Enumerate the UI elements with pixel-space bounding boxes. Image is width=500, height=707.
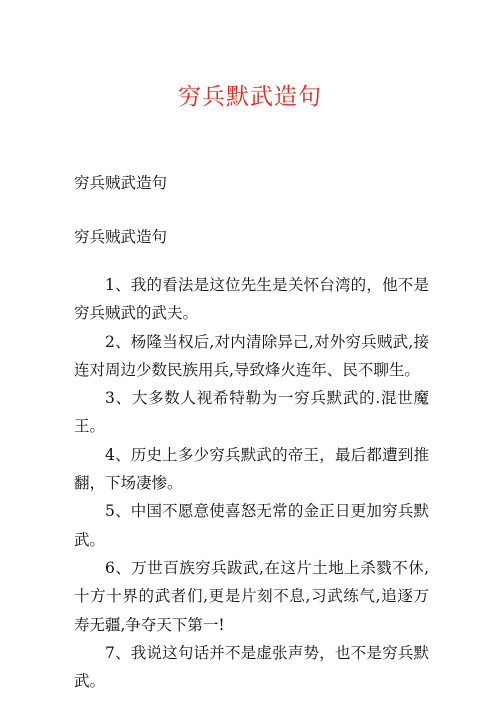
subtitle-first: 穷兵贼武造句	[74, 174, 168, 192]
sentence-list	[74, 271, 429, 695]
sentence-5: 5、中国不愿意使喜怒无常的金正日更加穷兵默武。	[74, 502, 429, 549]
sentence-2: 2、杨隆当权后,对内清除异己,对外穷兵贼武,接连对周边少数民族用兵,导致烽火连年、民不聊生。	[74, 332, 429, 379]
document-title: 穷兵默武造句	[178, 84, 322, 110]
sentence-6: 6、万世百族穷兵跋武,在这片土地上杀戮不休,十方十界的武者们,更是片刻不息,习武练气,追逐万寿无疆,争夺天下第一!	[74, 558, 429, 634]
sentence-4: 4、历史上多少穷兵默武的帝王，最后都遭到推翻，下场凄惨。	[74, 445, 429, 493]
sentence-7: 7、我说这句话并不是虚张声势，也不是穷兵默武。	[74, 643, 429, 691]
subtitle-second: 穷兵贼武造句	[74, 228, 168, 246]
sentence-1: 1、我的看法是这位先生是关怀台湾的，他不是穷兵贼武的武夫。	[74, 276, 429, 323]
sentence-3: 3、大多数人视希特勒为一穷兵默武的.混世魔王。	[74, 389, 429, 436]
